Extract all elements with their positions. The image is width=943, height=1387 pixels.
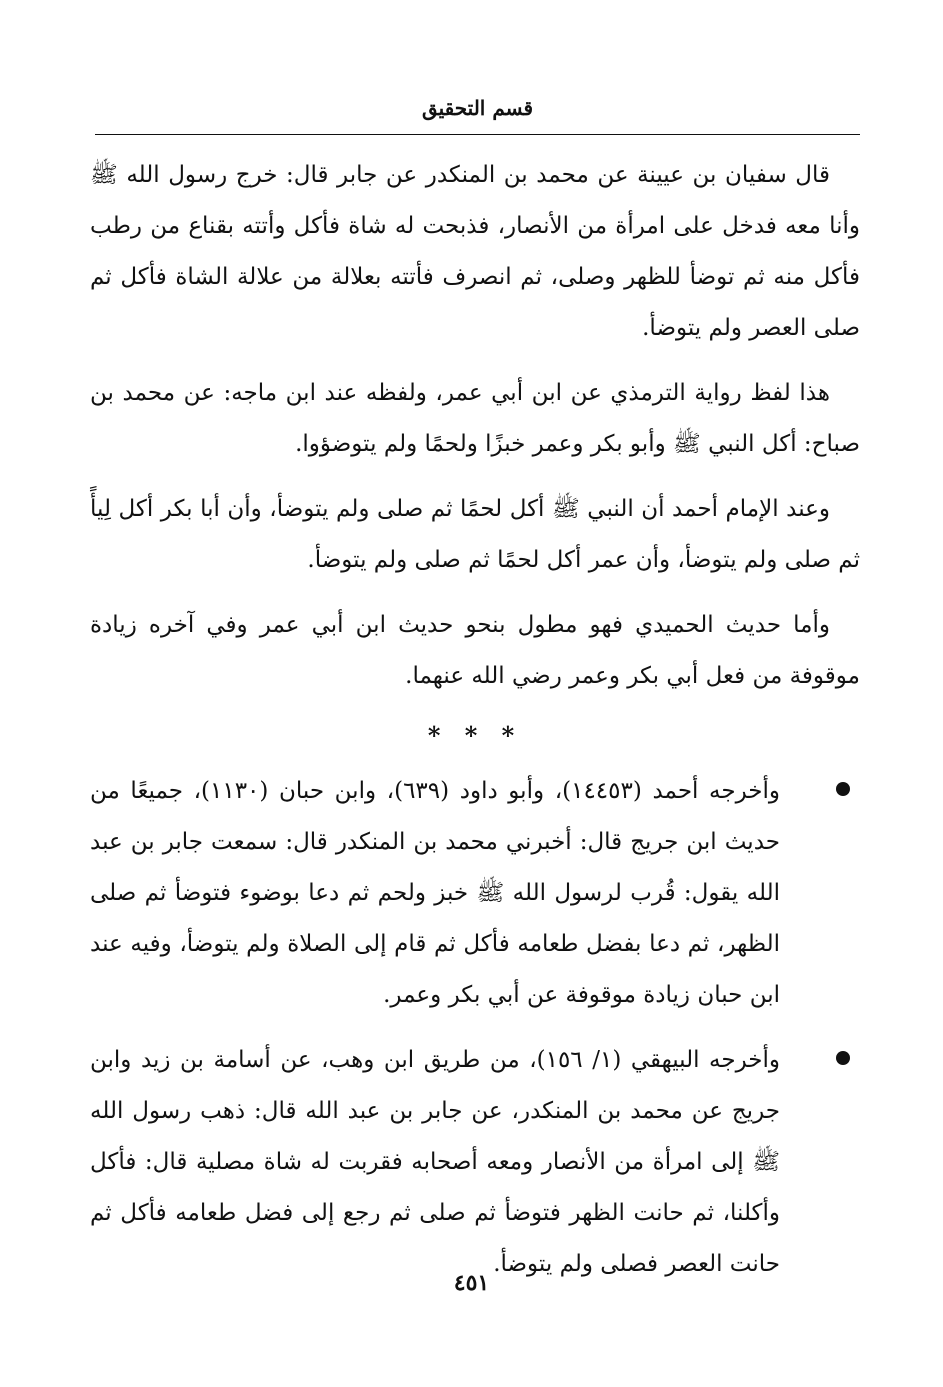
running-header: قسم التحقيق	[421, 96, 534, 120]
paragraph: وعند الإمام أحمد أن النبي ﷺ أكل لحمًا ثم صلى ولم يتوضأ، وأن أبا بكر أكل لِيأً ثم صلى ولم يتوضأ، وأن عمر أكل لحمًا ثم صلى ولم يتوضأ.	[90, 496, 860, 573]
bullet-list	[90, 766, 860, 1290]
bullet-text: وأخرجه البيهقي (١/ ١٥٦)، من طريق ابن وهب، عن أسامة بن زيد وابن جريج عن محمد بن المنكدر، عن جابر بن عبد الله قال: ذهب رسول الله ﷺ إلى امرأة من الأنصار ومعه أصحابه فقربت له شاة مصلية قال: فأكل وأكلنا، ثم حانت الظهر فتوضأ ثم صلى ثم رجع إلى فضل طعامه فأكل ثم حانت العصر فصلى ولم يتوضأ.	[90, 1047, 780, 1277]
bullet-icon	[836, 1051, 850, 1065]
bullet-item	[90, 766, 860, 1021]
section-separator: * * *	[427, 721, 523, 750]
bullet-icon	[836, 782, 850, 796]
paragraph: وأما حديث الحميدي فهو مطول بنحو حديث ابن أبي عمر وفي آخره زيادة موقوفة من فعل أبي بكر وعمر رضي الله عنهما.	[90, 612, 860, 689]
bullet-item	[90, 1035, 860, 1290]
paragraph: هذا لفظ رواية الترمذي عن ابن أبي عمر، ولفظه عند ابن ماجه: عن محمد بن صباح: أكل النبي ﷺ وأبو بكر وعمر خبزًا ولحمًا ولم يتوضؤوا.	[90, 380, 860, 457]
page-number: ٤٥١	[453, 1270, 490, 1296]
header-rule	[95, 134, 860, 135]
paragraph: قال سفيان بن عيينة عن محمد بن المنكدر عن جابر قال: خرج رسول الله ﷺ وأنا معه فدخل على امرأة من الأنصار، فذبحت له شاة فأكل وأتته بقناع من رطب فأكل منه ثم توضأ للظهر وصلى، ثم انصرف فأتته بعلالة من علالة الشاة فأكل ثم صلى العصر ولم يتوضأ.	[90, 162, 860, 341]
bullet-text: وأخرجه أحمد (١٤٤٥٣)، وأبو داود (٦٣٩)، وابن حبان (١١٣٠)، جميعًا من حديث ابن جريج قال: أخبرني محمد بن المنكدر قال: سمعت جابر بن عبد الله يقول: قُرب لرسول الله ﷺ خبز ولحم ثم دعا بوضوء فتوضأ ثم صلى الظهر، ثم دعا بفضل طعامه فأكل ثم قام إلى الصلاة ولم يتوضأ، وفيه عند ابن حبان زيادة موقوفة عن أبي بكر وعمر.	[90, 778, 780, 1008]
body-text	[90, 150, 860, 1304]
